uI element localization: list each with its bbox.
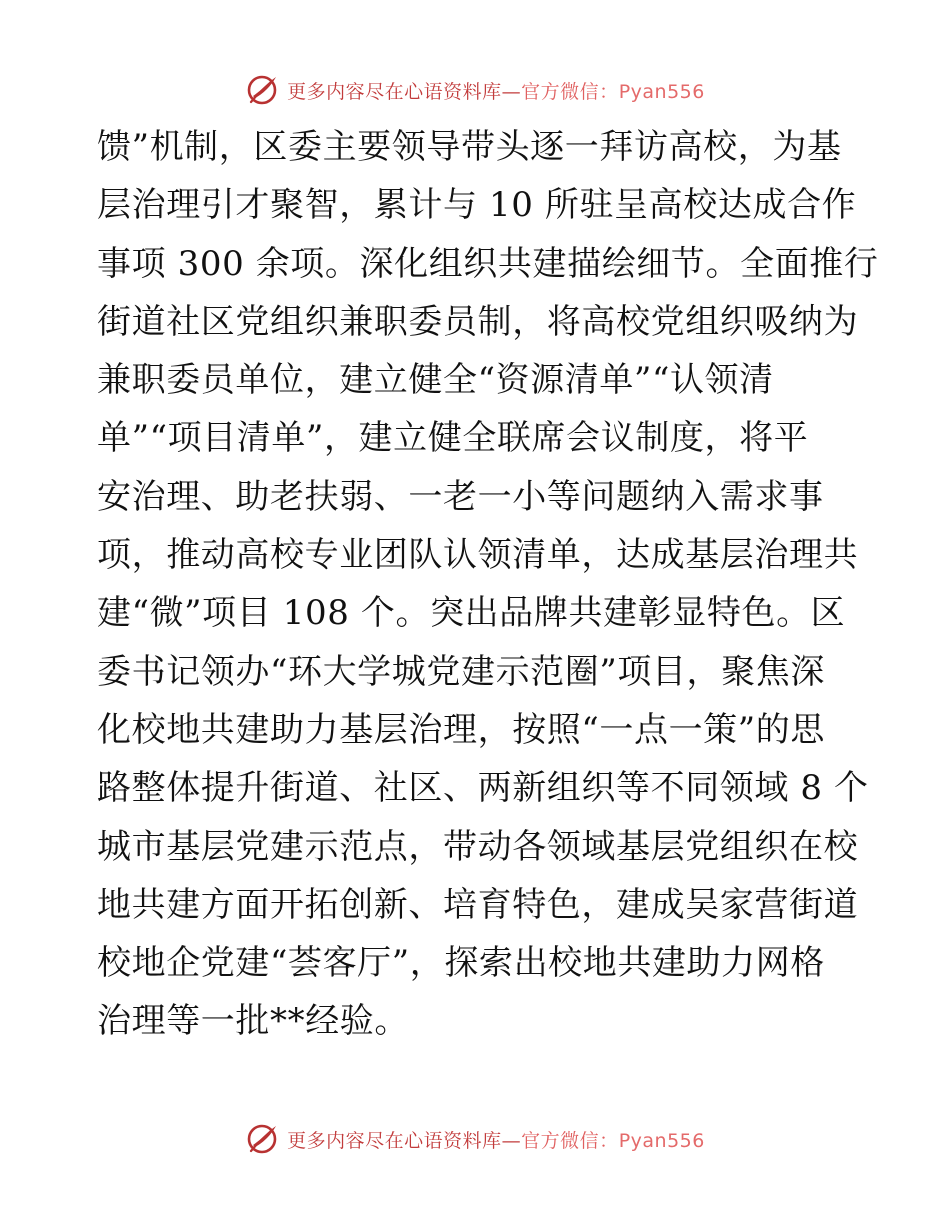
header-wechat-id: Pyan556 [618,80,705,103]
body-line: 馈”机制，区委主要领导带头逐一拜访高校，为基 [97,127,842,167]
footer-wechat-label: 官方微信： [521,1129,619,1152]
body-line: 地共建方面开拓创新、培育特色，建成吴家营街道 [97,884,859,925]
body-line: 城市基层党建示范点，带动各领域基层党组织在校 [97,826,859,867]
body-line: 建“微”项目 108 个。突出品牌共建彰显特色。区 [97,593,846,634]
header-banner-separator: — [501,80,522,103]
body-line: 项，推动高校专业团队认领清单，达成基层治理共 [97,535,859,576]
body-line: 单”“项目清单”，建立健全联席会议制度，将平 [97,418,809,459]
header-banner-title: 更多内容尽在心语资料库 [287,80,502,103]
body-line: 街道社区党组织兼职委员制，将高校党组织吸纳为 [97,301,859,342]
body-line: 安治理、助老扶弱、一老一小等问题纳入需求事 [97,476,824,517]
footer-banner-separator: — [501,1129,522,1152]
footer-banner [0,1119,950,1159]
footer-wechat-id: Pyan556 [618,1129,705,1152]
body-line: 化校地共建助力基层治理，按照“一点一策”的思 [97,709,825,750]
quill-logo-icon [245,72,281,108]
header-wechat-label: 官方微信： [521,80,619,103]
body-line: 事项 300 余项。深化组织共建描绘细节。全面推行 [97,243,879,284]
body-line: 治理等一批**经验。 [97,1001,409,1042]
header-banner [0,70,950,110]
footer-banner-text [287,1126,705,1153]
body-line: 层治理引才聚智，累计与 10 所驻呈高校达成合作 [97,185,857,226]
footer-banner-title: 更多内容尽在心语资料库 [287,1129,502,1152]
body-line: 委书记领办“环大学城党建示范圈”项目，聚焦深 [97,651,825,692]
body-line: 校地企党建“荟客厅”，探索出校地共建助力网格 [97,943,825,984]
body-line: 兼职委员单位，建立健全“资源清单”“认领清 [97,360,774,401]
document-body [97,118,879,1051]
header-banner-text [287,77,705,104]
body-line: 路整体提升街道、社区、两新组织等不同领域 8 个 [97,768,869,809]
quill-logo-icon [245,1121,281,1157]
